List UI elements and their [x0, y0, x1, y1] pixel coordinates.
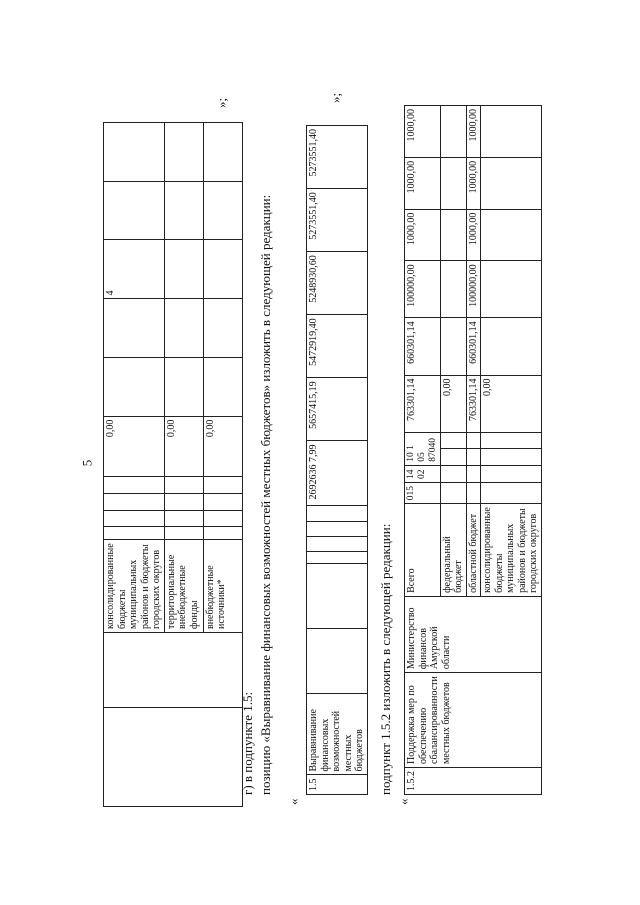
source-cell: территориальные внебюджетные фонды: [164, 540, 203, 633]
item-number: 1.5: [307, 775, 368, 795]
executor: Министерство финансов Амурской области: [405, 596, 542, 672]
page-number: 5: [79, 459, 95, 467]
value-cell: 5248930,60: [307, 252, 368, 315]
value-cell: 0,00: [203, 416, 242, 477]
value-cell: 660301,14: [405, 318, 441, 375]
item-number: 1.5.2: [405, 768, 542, 795]
source-cell: Всего: [405, 504, 441, 597]
value-cell: 2692636 7,99: [307, 441, 368, 506]
table-row: [307, 126, 368, 795]
source-cell: внебюджетные источники*: [203, 540, 242, 633]
closing-quote: »;: [214, 97, 229, 108]
table-row: [104, 123, 165, 807]
value-cell: 5657415,19: [307, 378, 368, 441]
value-cell: 1000,00: [405, 209, 441, 261]
value-cell: 763301,14: [466, 375, 481, 432]
item-name: Поддержка мер по обеспечению сбалансированности местных бюджетов: [405, 673, 542, 768]
value-cell: 100000,00: [466, 261, 481, 318]
value-cell: 1000,00: [466, 106, 481, 158]
value-cell: 0,00: [164, 416, 203, 477]
value-cell: 5273551,40: [307, 189, 368, 252]
code-cell: 14 02: [405, 465, 441, 482]
open-quote: «: [396, 798, 411, 805]
code-cell: 015: [405, 482, 441, 503]
value-cell: 1000,00: [466, 157, 481, 209]
value-cell: 0,00: [440, 375, 466, 432]
paragraph-g: г) в подпункте 1.5:: [240, 691, 255, 795]
value-cell: 0,00: [104, 416, 165, 477]
value-cell: 5273551,40: [307, 126, 368, 189]
value-cell: 660301,14: [466, 318, 481, 375]
source-cell: консолидированные бюджеты муниципальных районов и бюджеты городских округов: [104, 540, 165, 633]
stray-mark: 4: [104, 240, 165, 299]
closing-quote: »;: [328, 92, 343, 103]
value-cell: 1000,00: [466, 209, 481, 261]
subitem-1-5-2-table: [404, 105, 542, 795]
code-cell: 10 1 05 87040: [405, 432, 441, 465]
open-quote: «: [286, 798, 301, 805]
continuation-table: [103, 122, 243, 807]
value-cell: 1000,00: [405, 157, 441, 209]
value-cell: 763301,14: [405, 375, 441, 432]
value-cell: 0,00: [481, 375, 542, 432]
table-row: [405, 106, 441, 795]
item-name: Выравнивание финансовых возможностей местных бюджетов: [307, 694, 368, 775]
value-cell: 5472919,40: [307, 315, 368, 378]
value-cell: 1000,00: [405, 106, 441, 158]
source-cell: областной бюджет: [466, 504, 481, 597]
value-cell: 100000,00: [405, 261, 441, 318]
source-cell: федеральный бюджет: [440, 504, 466, 597]
source-cell: консолидированные бюджеты муниципальных районов и бюджеты городских округов: [481, 504, 542, 597]
paragraph-g-text: позицию «Выравнивание финансовых возможностей местных бюджетов» изложить в следующей редакции:: [258, 194, 273, 795]
paragraph-1-5-2: подпункт 1.5.2 изложить в следующей редакции:: [378, 523, 393, 795]
position-1-5-table: [306, 125, 368, 795]
